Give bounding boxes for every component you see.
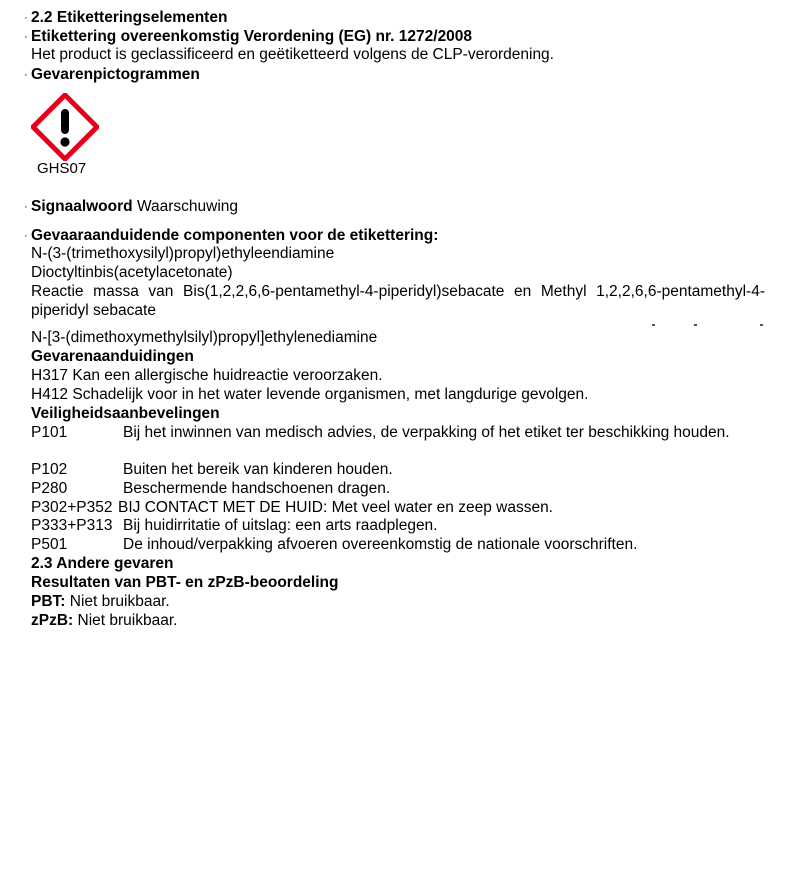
zpzb-label: zPzB:	[31, 612, 74, 629]
bullet-dot: ·	[24, 31, 28, 43]
precaution-code: P333+P313	[31, 517, 113, 534]
scan-artifact	[694, 324, 697, 326]
zpzb-result	[31, 612, 177, 631]
ghs07-exclamation-mark-icon	[31, 93, 99, 161]
pbt-value: Niet bruikbaar.	[69, 593, 170, 610]
hazard-heading: Gevarenaanduidingen	[31, 348, 194, 365]
scan-artifact	[760, 324, 763, 326]
bullet-dot: ·	[24, 69, 28, 81]
precaution-code: P280	[31, 480, 68, 497]
regulation-text: Het product is geclassificeerd en geëtiketteerd volgens de CLP-verordening.	[31, 46, 554, 63]
pictogram-label: GHS07	[37, 160, 87, 177]
bullet-dot: ·	[24, 201, 28, 213]
component-item: N-[3-(dimethoxymethylsilyl)propyl]ethylenediamine	[31, 329, 378, 346]
pictograms-heading: Gevarenpictogrammen	[31, 66, 200, 83]
section-22-heading: 2.2 Etiketteringselementen	[31, 9, 228, 26]
precaution-text: Bij het inwinnen van medisch advies, de verpakking of het etiket ter beschikking houden.	[123, 424, 730, 441]
signal-word	[31, 198, 238, 217]
bullet-dot: ·	[24, 230, 28, 242]
precaution-code: P501	[31, 536, 68, 553]
component-item: N-(3-(trimethoxysilyl)propyl)ethyleendiamine	[31, 245, 335, 262]
precaution-code: P102	[31, 461, 68, 478]
section-23-heading: 2.3 Andere gevaren	[31, 555, 174, 572]
precaution-code: P101	[31, 424, 68, 441]
precaution-text: BIJ CONTACT MET DE HUID: Met veel water en zeep wassen.	[118, 499, 553, 516]
component-item: Reactie massa van Bis(1,2,2,6,6-pentamethyl-4-piperidyl)sebacate en Methyl 1,2,2,6,6-pentamethyl-4-piperidyl sebacate	[31, 283, 765, 319]
pbt-heading: Resultaten van PBT- en zPzB-beoordeling	[31, 574, 339, 591]
precaution-text: De inhoud/verpakking afvoeren overeenkomstig de nationale voorschriften.	[123, 536, 638, 553]
signal-word-label: Signaalwoord	[31, 198, 133, 215]
precaution-text: Bij huidirritatie of uitslag: een arts raadplegen.	[123, 517, 438, 534]
pbt-label: PBT:	[31, 593, 66, 610]
signal-word-value: Waarschuwing	[136, 198, 239, 215]
regulation-heading: Etikettering overeenkomstig Verordening (EG) nr. 1272/2008	[31, 28, 473, 45]
bullet-dot: ·	[24, 12, 28, 24]
zpzb-value: Niet bruikbaar.	[77, 612, 178, 629]
precaution-code: P302+P352	[31, 499, 113, 516]
pbt-result	[31, 593, 170, 612]
hazard-statement: H317 Kan een allergische huidreactie veroorzaken.	[31, 367, 383, 384]
components-heading: Gevaaraanduidende componenten voor de etikettering:	[31, 227, 439, 244]
component-item: Dioctyltinbis(acetylacetonate)	[31, 264, 233, 281]
hazard-statement: H412 Schadelijk voor in het water levende organismen, met langdurige gevolgen.	[31, 386, 589, 403]
scan-artifact	[652, 324, 655, 326]
precaution-text: Buiten het bereik van kinderen houden.	[123, 461, 393, 478]
precaution-heading: Veiligheidsaanbevelingen	[31, 405, 220, 422]
precaution-text: Beschermende handschoenen dragen.	[123, 480, 391, 497]
